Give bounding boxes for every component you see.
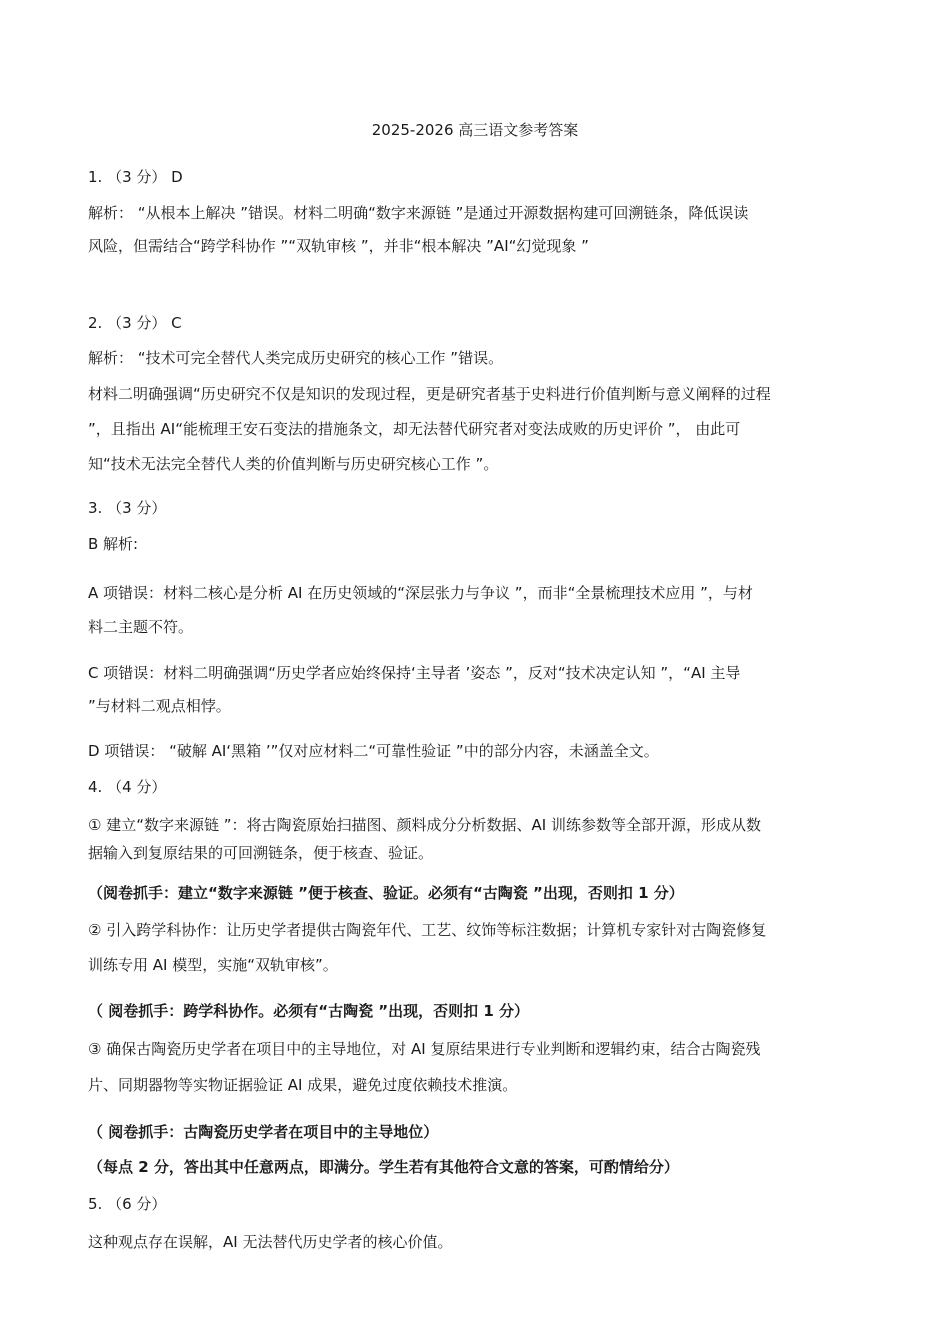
q4-header: 4. （4 分） <box>88 778 167 796</box>
q4-point-1-line-1: ① 建立“数字来源链 ”：将古陶瓷原始扫描图、颜料成分分析数据、AI 训练参数等全部开源，形成从数 <box>88 816 761 834</box>
q4-point-2-grading-note: （ 阅卷抓手：跨学科协作。必须有“古陶瓷 ”出现，否则扣 1 分） <box>88 1002 530 1020</box>
q2-analysis-line-3: ”，且指出 AI“能梳理王安石变法的措施条文，却无法替代研究者对变法成败的历史评价 ”， 由此可 <box>88 420 741 438</box>
q1-analysis-line-2: 风险，但需结合“跨学科协作 ”“双轨审核 ”，并非“根本解决 ”AI“幻觉现象 ” <box>88 237 589 255</box>
q4-point-3-line-1: ③ 确保古陶瓷历史学者在项目中的主导地位，对 AI 复原结果进行专业判断和逻辑约束，结合古陶瓷残 <box>88 1040 761 1058</box>
document-title: 2025-2026 高三语文参考答案 <box>371 121 579 139</box>
q4-scoring-note: （每点 2 分，答出其中任意两点，即满分。学生若有其他符合文意的答案，可酌情给分） <box>88 1158 679 1176</box>
q3-option-a-line-1: A 项错误：材料二核心是分析 AI 在历史领域的“深层张力与争议 ”，而非“全景梳理技术应用 ”，与材 <box>88 584 753 602</box>
q3-option-c-line-2: ”与材料二观点相悖。 <box>88 697 231 715</box>
q4-point-3-line-2: 片、同期器物等实物证据验证 AI 成果，避免过度依赖技术推演。 <box>88 1076 518 1094</box>
q1-header: 1. （3 分） D <box>88 168 183 186</box>
q4-point-1-line-2: 据输入到复原结果的可回溯链条，便于核查、验证。 <box>88 844 434 862</box>
q2-analysis-line-2: 材料二明确强调“历史研究不仅是知识的发现过程，更是研究者基于史料进行价值判断与意义阐释的过程 <box>88 385 771 403</box>
q3-option-c-line-1: C 项错误：材料二明确强调“历史学者应始终保持‘主导者 ’姿态 ”，反对“技术决定认知 ”，“AI 主导 <box>88 664 741 682</box>
q3-header: 3. （3 分） <box>88 499 167 517</box>
q5-answer-line-1: 这种观点存在误解，AI 无法替代历史学者的核心价值。 <box>88 1233 453 1251</box>
q4-point-2-line-2: 训练专用 AI 模型，实施“双轨审核”。 <box>88 956 338 974</box>
q4-point-1-grading-note: （阅卷抓手：建立“数字来源链 ”便于核查、验证。必须有“古陶瓷 ”出现，否则扣 1 分） <box>88 884 684 902</box>
q4-point-2-line-1: ② 引入跨学科协作：让历史学者提供古陶瓷年代、工艺、纹饰等标注数据；计算机专家针对古陶瓷修复 <box>88 921 767 939</box>
q5-header: 5. （6 分） <box>88 1195 167 1213</box>
q2-header: 2. （3 分） C <box>88 314 182 332</box>
q3-answer: B 解析: <box>88 535 139 553</box>
q1-analysis-line-1: 解析： “从根本上解决 ”错误。材料二明确“数字来源链 ”是通过开源数据构建可回溯链条，降低误读 <box>88 204 749 222</box>
q3-option-a-line-2: 料二主题不符。 <box>88 618 194 636</box>
q3-option-d: D 项错误： “破解 AI‘黑箱 ’”仅对应材料二“可靠性验证 ”中的部分内容，未涵盖全文。 <box>88 742 659 760</box>
q2-analysis-line-1: 解析： “技术可完全替代人类完成历史研究的核心工作 ”错误。 <box>88 349 504 367</box>
q2-analysis-line-4: 知“技术无法完全替代人类的价值判断与历史研究核心工作 ”。 <box>88 455 499 473</box>
q4-point-3-grading-note: （ 阅卷抓手：古陶瓷历史学者在项目中的主导地位） <box>88 1123 439 1141</box>
